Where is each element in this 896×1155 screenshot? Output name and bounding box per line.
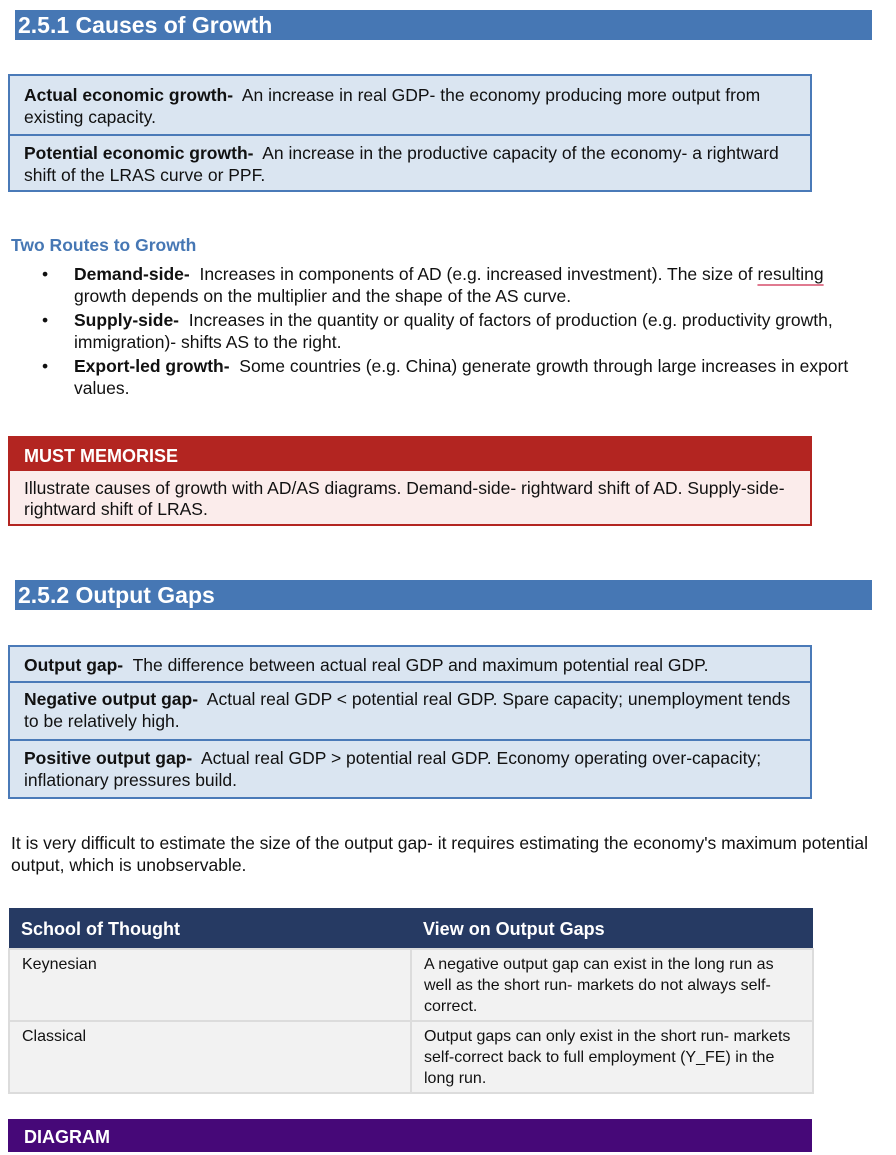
definition-positive-output-gap: [10, 741, 810, 797]
definition-text: The difference between actual real GDP and maximum potential real GDP.: [132, 655, 709, 675]
section-title-causes-of-growth: 2.5.1 Causes of Growth: [15, 10, 872, 40]
route-supply-side: [0, 309, 880, 353]
routes-heading: Two Routes to Growth: [11, 235, 197, 255]
route-term: Supply-side-: [74, 310, 180, 330]
table-row: [9, 949, 813, 1021]
definition-term: Output gap-: [24, 655, 124, 675]
definition-potential-growth: [10, 136, 810, 190]
table-header-row: [9, 908, 813, 949]
output-gap-definitions-box: [8, 645, 812, 799]
table-cell-view: Output gaps can only exist in the short run- markets self-correct back to full employment (Y_FE) in the long run.: [411, 1021, 813, 1093]
section-title-output-gaps: 2.5.2 Output Gaps: [15, 580, 872, 610]
output-gap-paragraph: It is very difficult to estimate the size of the output gap- it requires estimating the economy's maximum potential output, which is unobservable.: [11, 833, 869, 875]
definition-text: Actual real GDP < potential real GDP. Spare capacity; unemployment tends to be relatively high.: [24, 689, 791, 731]
route-text: Increases in the quantity or quality of factors of production (e.g. productivity growth, immigration)- shifts AS to the right.: [74, 310, 833, 352]
definition-term: Actual economic growth-: [24, 85, 234, 105]
bullet: •: [42, 310, 49, 330]
must-memorise-box: [8, 436, 812, 526]
definition-term: Negative output gap-: [24, 689, 199, 709]
bullet: •: [42, 356, 49, 376]
table-cell-view: A negative output gap can exist in the long run as well as the short run- markets do not always self-correct.: [411, 949, 813, 1021]
definition-text: An increase in real GDP- the economy producing more output from existing capacity.: [24, 85, 761, 127]
definition-text: Actual real GDP > potential real GDP. Economy operating over-capacity; inflationary pressures build.: [24, 748, 762, 790]
bullet: •: [42, 264, 49, 284]
definition-term: Positive output gap-: [24, 748, 193, 768]
definition-term: Potential economic growth-: [24, 143, 254, 163]
must-memorise-heading: MUST MEMORISE: [10, 438, 810, 471]
route-export-led: [0, 355, 880, 399]
diagram-heading: DIAGRAM: [8, 1119, 812, 1152]
definition-actual-growth: [10, 76, 810, 136]
route-text: growth depends on the multiplier and the shape of the AS curve.: [74, 286, 572, 306]
definition-text: An increase in the productive capacity of the economy- a rightward shift of the LRAS curve or PPF.: [24, 143, 779, 185]
definition-output-gap: [10, 647, 810, 683]
growth-definitions-box: [8, 74, 812, 192]
route-term: Export-led growth-: [74, 356, 230, 376]
spellcheck-flagged-word[interactable]: resulting: [757, 264, 824, 284]
routes-list: [0, 263, 880, 401]
route-demand-side: [0, 263, 880, 307]
table-cell-school: Classical: [9, 1021, 411, 1093]
route-term: Demand-side-: [74, 264, 190, 284]
definition-negative-output-gap: [10, 683, 810, 741]
schools-of-thought-table: [8, 908, 814, 1094]
table-header-view: View on Output Gaps: [411, 908, 813, 949]
route-text: Some countries (e.g. China) generate growth through large increases in export values.: [74, 356, 849, 398]
table-header-school: School of Thought: [9, 908, 411, 949]
table-cell-school: Keynesian: [9, 949, 411, 1021]
route-text: Increases in components of AD (e.g. increased investment). The size of: [199, 264, 758, 284]
table-row: [9, 1021, 813, 1093]
must-memorise-text: Illustrate causes of growth with AD/AS diagrams. Demand-side- rightward shift of AD. Supply-side- rightward shift of LRAS.: [24, 478, 785, 519]
